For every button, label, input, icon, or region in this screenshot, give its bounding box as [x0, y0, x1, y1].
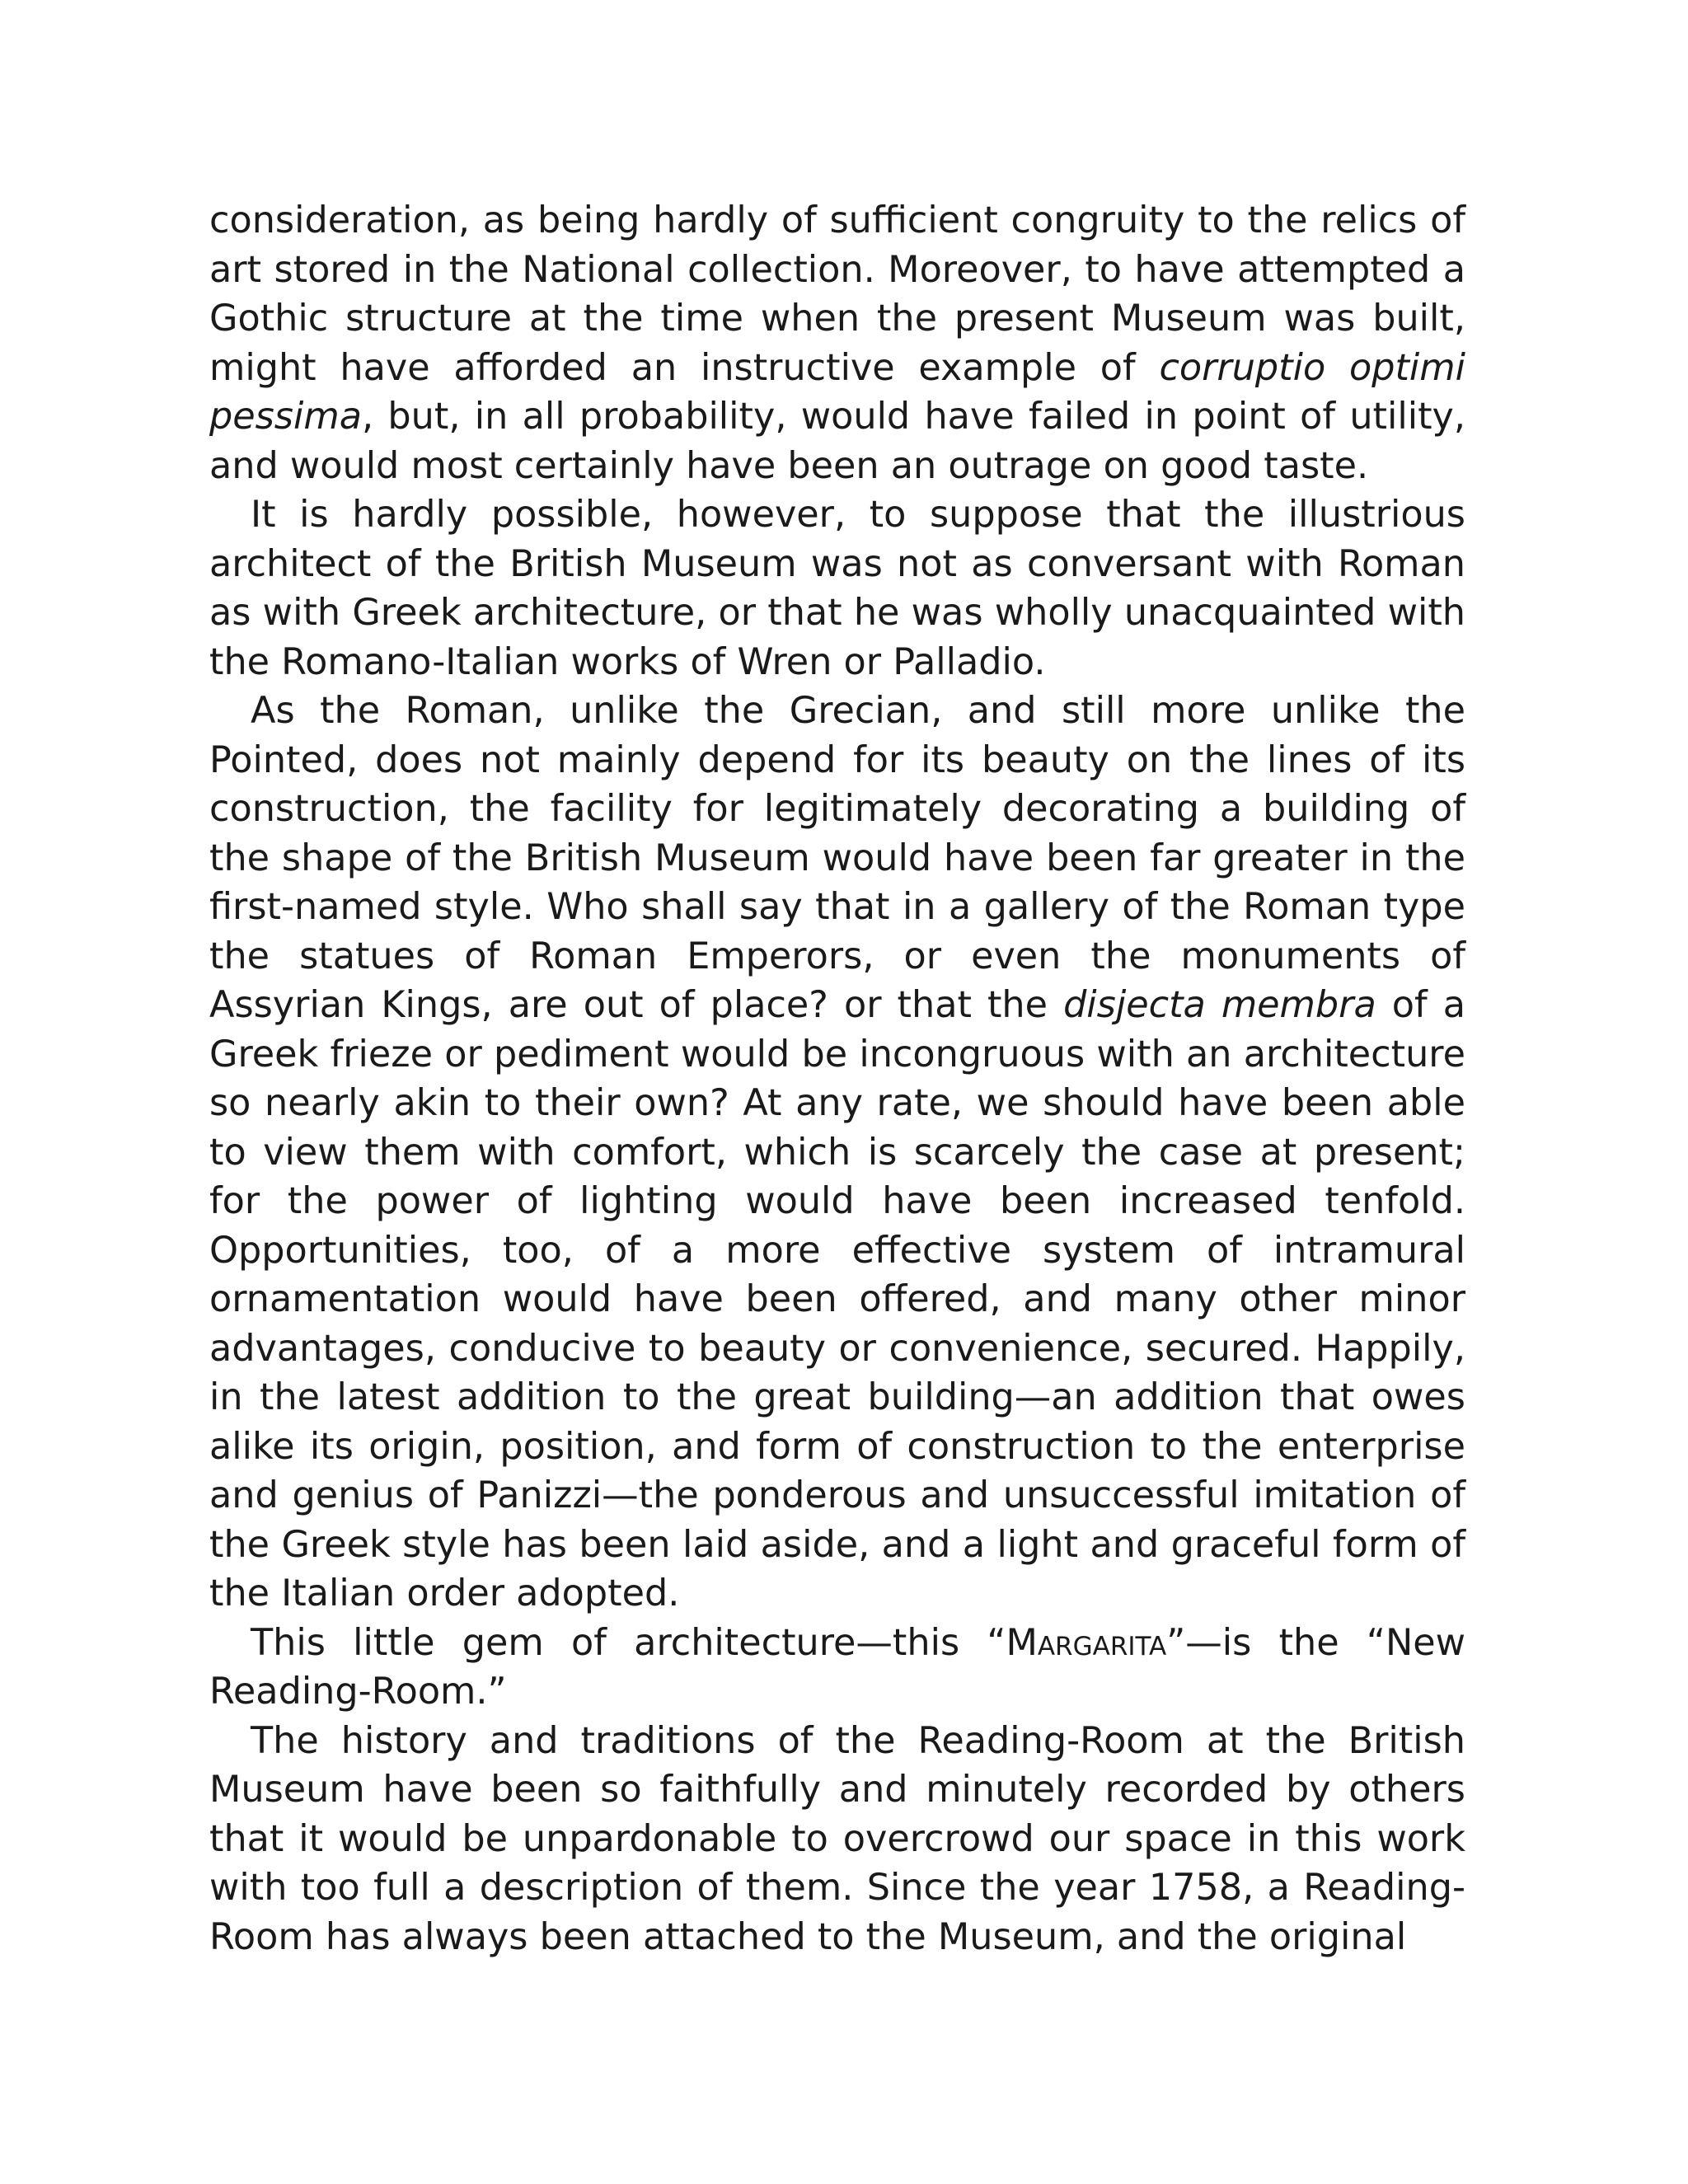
- paragraph-3-run-3: of a Greek frieze or pediment would be incongruous with an architecture so nearly akin to their own? At any rate, we should have been able to view them with comfort, which is scarcely the case at present; for the power of lighting would have been increased tenfold. Opportunities, too, of a more effective system of intramural ornamentation would have been offered, and many other minor advantages, conducive to beauty or convenience, secured. Happily, in the latest addition to the great building—an addition that owes alike its origin, position, and form of construction to the enterprise and genius of Panizzi—the ponderous and unsuccessful imitation of the Greek style has been laid aside, and a light and graceful form of the Italian order adopted.: [209, 984, 1465, 1615]
- paragraph-3-run-1: As the Roman, unlike the Grecian, and still more unlike the Pointed, does not mainly depend for its beauty on the lines of its construction, the facility for legitimately decorating a building of the shape of the British Museum would have been far greater in the first-named style. Who shall say that in a gallery of the Roman type the statues of Roman Emperors, or even the monuments of Assyrian Kings, are out of place? or that the: [209, 690, 1465, 1026]
- paragraph-4-run-3: ”—is the “New Reading-Room.”: [209, 1621, 1466, 1713]
- paragraph-4: [209, 1619, 1465, 1717]
- paragraph-5: [209, 1717, 1465, 1962]
- paragraph-1-italic-phrase: corruptio optimi pessima: [209, 346, 1465, 438]
- paragraph-1-run-1: consideration, as being hardly of sufficient congruity to the relics of art stored in the National collection. Moreover, to have attempted a Gothic structure at the time when the present Museum was built, might have afforded an instructive example of: [209, 199, 1465, 389]
- paragraph-3-italic-phrase: disjecta membra: [1063, 984, 1376, 1026]
- paragraph-4-smallcaps-word: Margarita: [1006, 1621, 1167, 1664]
- page-body: [209, 196, 1465, 1961]
- paragraph-5-run-1: The history and traditions of the Reading-Room at the British Museum have been so faithfully and minutely recorded by others that it would be unpardonable to overcrowd our space in this work with too full a description of them. Since the year 1758, a Reading-Room has always been attached to the Museum, and the original: [209, 1719, 1465, 1958]
- paragraph-1-run-3: , but, in all probability, would have failed in point of utility, and would most certainly have been an outrage on good taste.: [209, 396, 1465, 487]
- paragraph-4-run-1: This little gem of architecture—this “: [251, 1621, 1006, 1664]
- paragraph-2-run-1: It is hardly possible, however, to suppose that the illustrious architect of the British Museum was not as conversant with Roman as with Greek architecture, or that he was wholly unacquainted with the Romano-Italian works of Wren or Palladio.: [209, 494, 1465, 683]
- paragraph-1: [209, 196, 1465, 490]
- paragraph-2: [209, 490, 1465, 687]
- paragraph-3: [209, 687, 1465, 1619]
